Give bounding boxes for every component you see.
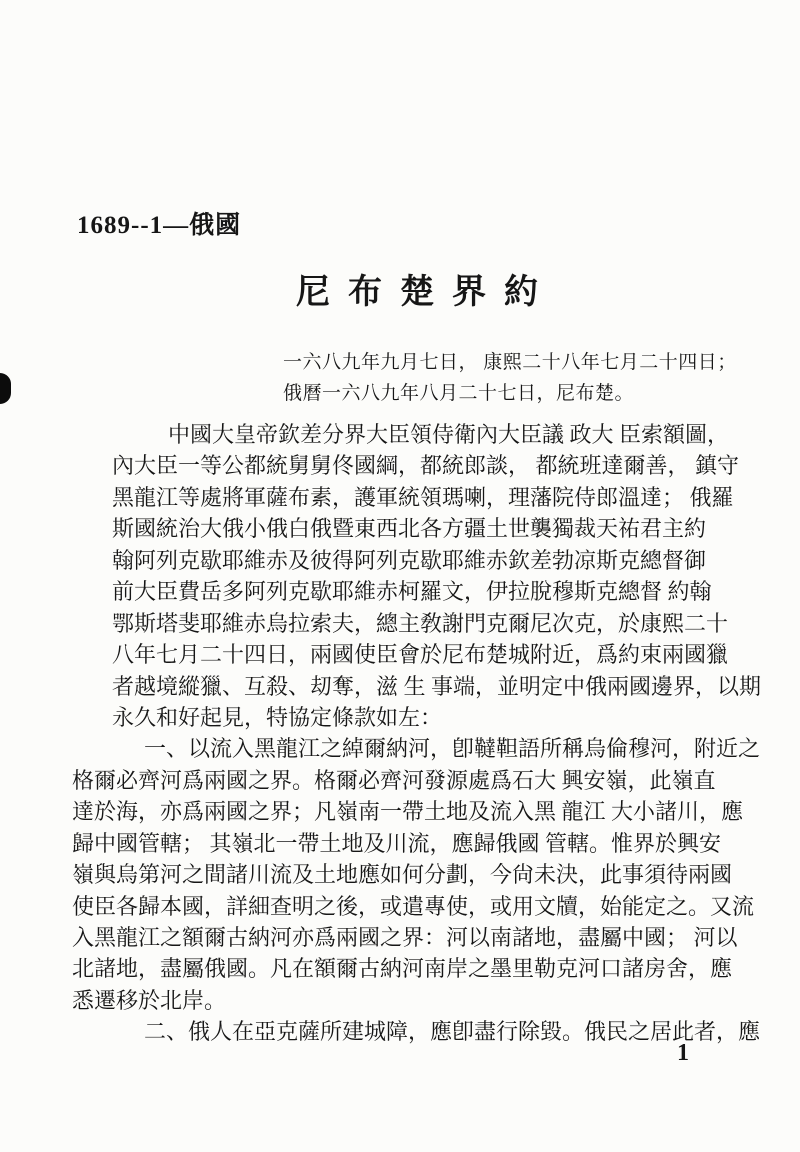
body-line: 者越境縱獵、互殺、刧奪，滋 生 事端，並明定中俄兩國邊界，以期 [112, 673, 762, 699]
catalog-code: 1689--1—俄國 [77, 212, 242, 239]
body-line: 鄂斯塔斐耶維赤烏拉索夫，總主敎謝門克爾尼次克，於康熙二十 [112, 610, 729, 636]
body-line: 格爾必齊河爲兩國之界。格爾必齊河發源處爲石大 興安嶺，此嶺直 [72, 767, 716, 793]
body-line: 內大臣一等公都統舅舅佟國綱，都統郎談， 都統班達爾善， 鎮守 [112, 453, 740, 479]
body-line: 入黑龍江之額爾古納河亦爲兩國之界：河以南諸地，盡屬中國； 河以 [72, 925, 738, 950]
dateline-line: 俄曆一六八九年八月二十七日，尼布楚。 [283, 383, 635, 404]
body-line: 二、俄人在亞克薩所建城障，應卽盡行除毀。俄民之居此者，應 [144, 1019, 761, 1045]
body-line: 斯國統治大俄小俄白俄暨東西北各方疆土世襲獨裁天祐君主約 [112, 516, 707, 542]
scan-artifact-blob [0, 373, 11, 404]
body-line: 北諸地，盡屬俄國。凡在額爾古納河南岸之墨里勒克河口諸房舍，應 [72, 956, 733, 982]
dateline [283, 347, 737, 409]
body-text [72, 419, 772, 1048]
body-line: 悉遷移於北岸。 [72, 987, 227, 1013]
body-line: 一、以流入黑龍江之綽爾納河，卽韃靼語所稱烏倫穆河，附近之 [144, 736, 761, 762]
dateline-line: 一六八九年九月七日， 康熙二十八年七月二十四日； [283, 352, 737, 373]
body-line: 八年七月二十四日，兩國使臣會於尼布楚城附近，爲約束兩國獵 [112, 642, 729, 668]
body-line: 達於海，亦爲兩國之界；凡嶺南一帶土地及流入黑 龍江 大小諸川，應 [72, 799, 744, 825]
body-line: 黑龍江等處將軍薩布素，護軍統領瑪喇，理藩院侍郎溫達； 俄羅 [112, 484, 734, 510]
body-line: 使臣各歸本國，詳細查明之後，或遣專使，或用文牘，始能定之。又流 [72, 893, 755, 919]
body-line: 前大臣費岳多阿列克歇耶維赤柯羅文，伊拉脫穆斯克總督 約翰 [112, 579, 712, 605]
page-title: 尼布楚界約 [296, 274, 556, 311]
body-line: 歸中國管轄； 其嶺北一帶土地及川流，應歸俄國 管轄。惟界於興安 [72, 830, 722, 856]
body-line: 翰阿列克歇耶維赤及彼得阿列克歇耶維赤欽差勃凉斯克總督御 [112, 547, 707, 573]
body-line: 永久和好起見，特協定條款如左： [112, 704, 443, 730]
body-line: 中國大皇帝欽差分界大臣領侍衛內大臣議 政大 臣索額圖， [168, 422, 730, 447]
body-line: 嶺與烏第河之間諸川流及土地應如何分劃，今尙未決，此事須待兩國 [72, 862, 733, 888]
page-number: 1 [677, 1040, 689, 1066]
